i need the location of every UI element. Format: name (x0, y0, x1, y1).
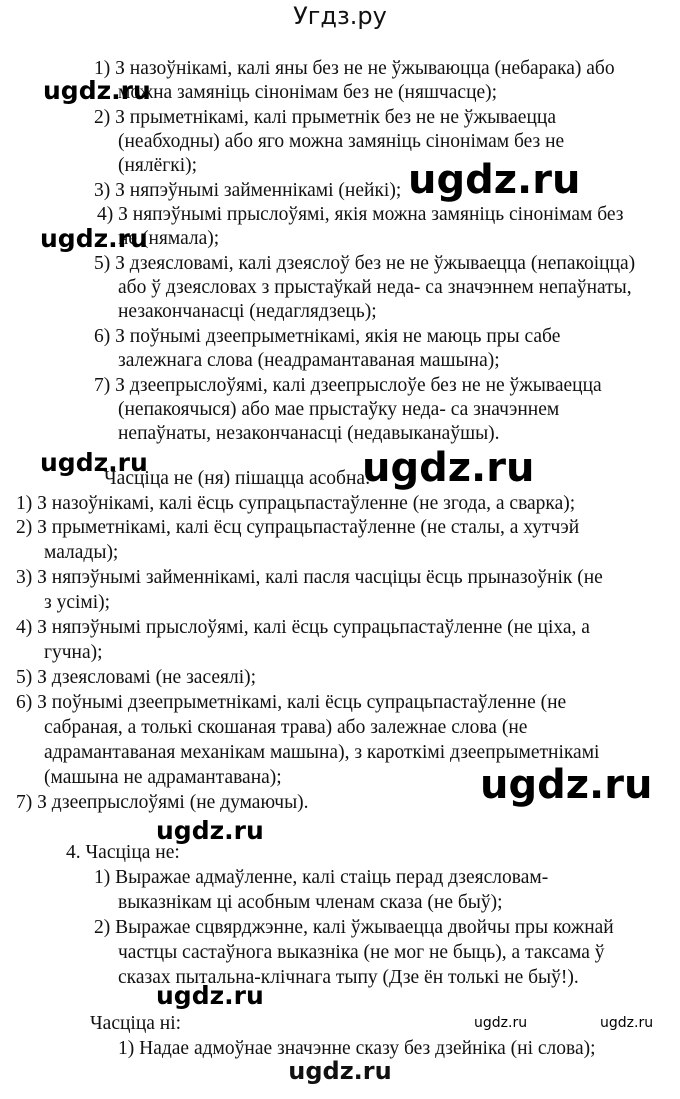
footer-site: ugdz.ru (288, 1057, 392, 1085)
s1-item4-line1: 4) З няпэўнымі прыслоўямі, якія можна замяніць сінонімам без (97, 204, 624, 225)
watermark: ugdz.ru (474, 1015, 528, 1031)
s2-item2-line1: 2) З прыметнікамі, калі ёсц супрацьпастаўленне (не сталы, а хутчэй (16, 517, 580, 538)
s1-item7-line2: (непакоячыся) або мае прыстаўку неда- са значэннем (118, 399, 560, 420)
s2-item5-line1: 5) З дзеясловамі (не засеялі); (16, 667, 257, 688)
s1-item5-line3: незакончанасці (недаглядзець); (118, 301, 377, 322)
watermark: ugdz.ru (156, 816, 264, 845)
s2-item6-line4: (машына не адрамантавана); (44, 767, 282, 788)
s2-item7-line1: 7) З дзеепрыслоўямі (не думаючы). (16, 792, 309, 813)
s1-item2-line1: 2) З прыметнікамі, калі прыметнік без не не ўжываецца (94, 107, 556, 128)
watermark: ugdz.ru (408, 157, 581, 203)
watermark: ugdz.ru (40, 224, 148, 253)
watermark: ugdz.ru (43, 76, 151, 105)
s2-heading: Часціца не (ня) пішацца асобна: (104, 468, 371, 489)
s2-item6-line2: сабраная, а толькі скошаная трава) або залежнае слова (не (44, 717, 528, 738)
s1-item7-line1: 7) З дзеепрыслоўямі, калі дзеепрыслоўе без не не ўжываецца (94, 375, 602, 396)
s1-item3-line1: 3) З няпэўнымі займеннікамі (нейкі); (94, 180, 402, 201)
s1-item5-line2: або ў дзеясловах з прыстаўкай неда- са значэннем непаўнаты, (118, 277, 632, 298)
watermark: ugdz.ru (40, 448, 148, 477)
s1-item6-line1: 6) З поўнымі дзеепрыметнікамі, якія не маюць пры сабе (94, 326, 561, 347)
site-title: Угдз.ру (293, 2, 387, 30)
s4-item1-line1: 1) Надае адмоўнае значэнне сказу без дзейніка (ні слова); (118, 1038, 596, 1059)
s2-item6-line1: 6) З поўнымі дзеепрыметнікамі, калі ёсць супрацьпастаўленне (не (16, 692, 567, 713)
s2-item3-line2: з усімі); (44, 592, 111, 613)
s1-item4-line2: не (нямала); (118, 228, 220, 249)
s1-item1-line1: 1) З назоўнікамі, калі яны без не не ўжываюцца (небарака) або (94, 58, 615, 79)
s1-item2-line2: (неабходны) або яго можна замяніць сінонімам без не (118, 131, 565, 152)
watermark: ugdz.ru (362, 445, 535, 491)
s1-item5-line1: 5) З дзеясловамі, калі дзеяслоў без не не ўжываецца (непакоіцца) (94, 253, 636, 274)
s3-heading: 4. Часціца не: (66, 842, 180, 863)
s2-item3-line1: 3) З няпэўнымі займеннікамі, калі пасля часціцы ёсць прыназоўнік (не (16, 567, 603, 588)
s1-item7-line3: непаўнаты, незакончанасці (недавыканаўшы). (118, 423, 500, 444)
watermark: ugdz.ru (156, 981, 264, 1010)
s2-item4-line1: 4) З няпэўнымі прыслоўямі, калі ёсць супрацьпастаўленне (не ціха, а (16, 617, 590, 638)
s3-item2-line3: сказах пытальна-клічнага тыпу (Дзе ён толькі не быў!). (118, 967, 579, 988)
s4-heading: Часціца ні: (90, 1013, 182, 1034)
s1-item6-line2: залежнага слова (неадрамантаваная машына); (118, 350, 500, 371)
s1-item1-line2: можна замяніць сінонімам без не (няшчасце); (118, 82, 498, 103)
s3-item1-line1: 1) Выражае адмаўленне, калі стаіць перад дзеясловам- (94, 867, 549, 888)
s2-item2-line2: малады); (44, 542, 119, 563)
s2-item4-line2: гучна); (44, 642, 103, 663)
s3-item2-line2: частцы састаўнога выказніка (не мог не быць), а таксама ў (118, 942, 605, 963)
s3-item2-line1: 2) Выражае сцвярджэнне, калі ўжываецца двойчы пры кожнай (94, 917, 614, 938)
s1-item2-line3: (нялёгкі); (118, 155, 198, 176)
s2-item6-line3: адрамантаваная механікам машына), з кароткімі дзеепрыметнікамі (44, 742, 600, 763)
s3-item1-line2: выказнікам ці асобным членам сказа (не быў); (118, 892, 503, 913)
watermark: ugdz.ru (600, 1015, 654, 1031)
watermark: ugdz.ru (480, 762, 653, 808)
s2-item1-line1: 1) З назоўнікамі, калі ёсць супрацьпастаўленне (не згода, а сварка); (16, 493, 576, 514)
